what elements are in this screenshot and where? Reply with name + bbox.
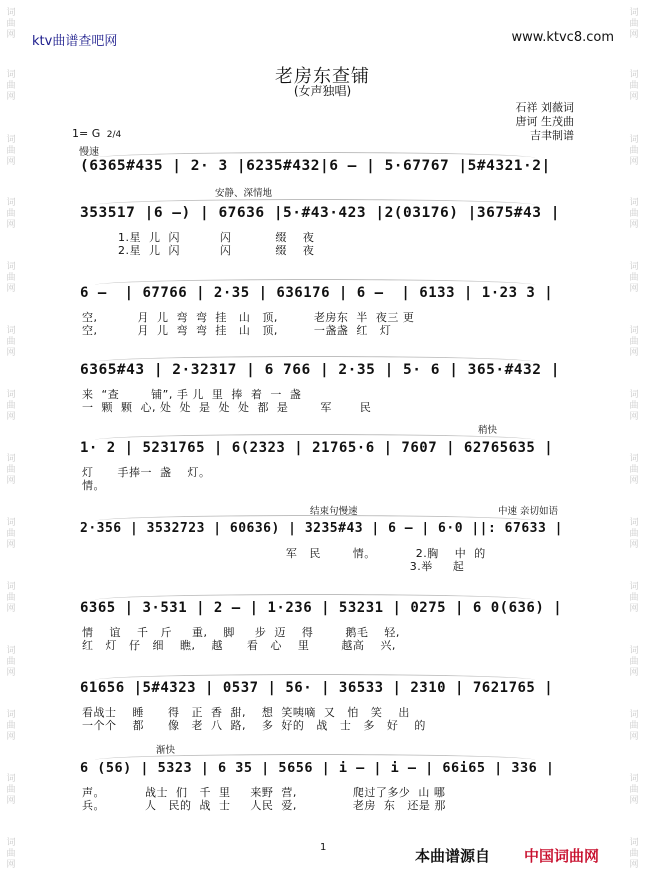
watermark-glyphs: 词 曲 网: [6, 262, 16, 294]
watermark-glyphs: 词 曲 网: [6, 838, 16, 870]
page-number: 1: [320, 842, 327, 853]
watermark-glyphs: 词 曲 网: [6, 518, 16, 550]
notation-line: 6365 | 3·531 | 2 — | 1·236 | 53231 | 0275 | 6 0(636) |: [80, 600, 563, 616]
watermark-glyphs: 词 曲 网: [629, 518, 639, 550]
phrase-slur: [95, 356, 535, 362]
watermark-glyphs: 词 曲 网: [6, 582, 16, 614]
lyric-line: 红 灯 仔 细 瞧, 越 看 心 里 越高 兴,: [82, 639, 396, 652]
performance-marking: 结束句慢速: [310, 506, 358, 517]
notation-line: 61656 |5#4323 | 0537 | 56· | 36533 | 2310 | 7621765 |: [80, 680, 554, 696]
lyric-line: 看战士 睡 得 正 香 甜, 想 笑咦嘀 又 怕 笑 出: [82, 706, 410, 719]
phrase-slur: [95, 434, 535, 440]
lyricist-credit: 石祥 刘薇词: [515, 101, 574, 114]
key-label: 1= G: [72, 127, 101, 140]
phrase-slur: [95, 152, 535, 158]
watermark-glyphs: 词 曲 网: [629, 646, 639, 678]
watermark-glyphs: 词 曲 网: [6, 646, 16, 678]
source-prefix: 本曲谱源自: [415, 847, 491, 865]
transcriber-credit: 吉聿制谱: [530, 129, 574, 142]
performance-marking: 稍快: [478, 425, 498, 436]
watermark-glyphs: 词 曲 网: [6, 198, 16, 230]
watermark-glyphs: 词 曲 网: [6, 390, 16, 422]
source-site[interactable]: 中国词曲网: [524, 847, 600, 865]
left-watermark-column: [2, 0, 20, 891]
performance-marking: 安静、深情地: [215, 188, 273, 199]
lyric-line: 一 颗 颗 心, 处 处 是 处 处 都 是 军 民: [82, 401, 372, 414]
lyric-line: 空, 月 儿 弯 弯 挂 山 顶, 一盏盏 红 灯: [82, 324, 392, 337]
notation-line: 1· 2 | 5231765 | 6(2323 | 21765·6 | 7607 | 62765635 |: [80, 440, 554, 456]
watermark-glyphs: 词 曲 网: [629, 326, 639, 358]
watermark-glyphs: 词 曲 网: [6, 135, 16, 167]
watermark-glyphs: 词 曲 网: [6, 326, 16, 358]
notation-line: 353517 |6 —) | 67636 |5·#43·423 |2(03176) |3675#43 |: [80, 205, 560, 221]
watermark-glyphs: 词 曲 网: [629, 582, 639, 614]
site-url[interactable]: www.ktvc8.com: [511, 30, 614, 45]
watermark-glyphs: 词 曲 网: [6, 774, 16, 806]
notation-line: (6365#435 | 2· 3 |6235#432|6 — | 5·67767 |5#4321·2|: [80, 158, 551, 174]
lyric-line: 军 民 情。 2.胸 中 的: [82, 547, 486, 560]
lyric-line: 灯 手捧一 盏 灯。: [82, 466, 211, 479]
watermark-glyphs: 词 曲 网: [6, 8, 16, 40]
lyric-line: 3.举 起: [82, 560, 465, 573]
lyric-line: 情。: [82, 479, 105, 492]
lyric-line: 1.星 儿 闪 闪 缀 夜: [82, 231, 315, 244]
watermark-glyphs: 词 曲 网: [6, 454, 16, 486]
right-watermark-column: [625, 0, 643, 891]
lyric-line: 兵。 人 民的 战 士 人民 爱, 老房 东 还是 那: [82, 799, 446, 812]
watermark-glyphs: 词 曲 网: [629, 262, 639, 294]
notation-line: 6 (56) | 5323 | 6 35 | 5656 | i — | i — | 66i65 | 336 |: [80, 760, 555, 776]
watermark-glyphs: 词 曲 网: [629, 454, 639, 486]
performance-marking: 中速 亲切如语: [498, 506, 559, 517]
watermark-glyphs: 词 曲 网: [629, 838, 639, 870]
tempo-marking: 慢速: [79, 147, 99, 158]
lyric-line: 2.星 儿 闪 闪 缀 夜: [82, 244, 315, 257]
watermark-glyphs: 词 曲 网: [6, 710, 16, 742]
watermark-glyphs: 词 曲 网: [629, 198, 639, 230]
watermark-glyphs: 词 曲 网: [629, 390, 639, 422]
composer-credit: 唐诃 生茂曲: [515, 115, 574, 128]
phrase-slur: [95, 279, 535, 285]
time-signature: 2/4: [106, 130, 122, 140]
song-subtitle: (女声独唱): [293, 84, 352, 98]
phrase-slur: [95, 674, 535, 680]
watermark-glyphs: 词 曲 网: [629, 135, 639, 167]
watermark-glyphs: 词 曲 网: [6, 70, 16, 102]
watermark-glyphs: 词 曲 网: [629, 8, 639, 40]
lyric-line: 一个个 都 像 老 八 路, 多 好的 战 士 多 好 的: [82, 719, 426, 732]
watermark-glyphs: 词 曲 网: [629, 774, 639, 806]
watermark-glyphs: 词 曲 网: [629, 710, 639, 742]
song-title: 老房东查铺: [275, 66, 370, 87]
lyric-line: 声。 战士 们 千 里 来野 营, 爬过了多少 山 哪: [82, 786, 446, 799]
phrase-slur: [95, 594, 535, 600]
lyric-line: 情 谊 千 斤 重, 脚 步 迈 得 鹅毛 轻,: [82, 626, 400, 639]
lyric-line: 空, 月 儿 弯 弯 挂 山 顶, 老房东 半 夜三 更: [82, 311, 415, 324]
performance-marking: 渐快: [156, 745, 176, 756]
lyric-line: 来 “查 铺”, 手 儿 里 捧 着 一 盏: [82, 388, 302, 401]
phrase-slur: [95, 199, 535, 205]
key-signature: [72, 127, 121, 140]
notation-line: 6365#43 | 2·32317 | 6 766 | 2·35 | 5· 6 | 365·#432 |: [80, 362, 560, 378]
watermark-glyphs: 词 曲 网: [629, 70, 639, 102]
notation-line: 2·356 | 3532723 | 60636) | 3235#43 | 6 — | 6·0 ||: 67633 |: [80, 521, 563, 536]
site-name[interactable]: ktv曲谱查吧网: [32, 34, 118, 49]
notation-line: 6 — | 67766 | 2·35 | 636176 | 6 — | 6133 | 1·23 3 |: [80, 285, 554, 301]
